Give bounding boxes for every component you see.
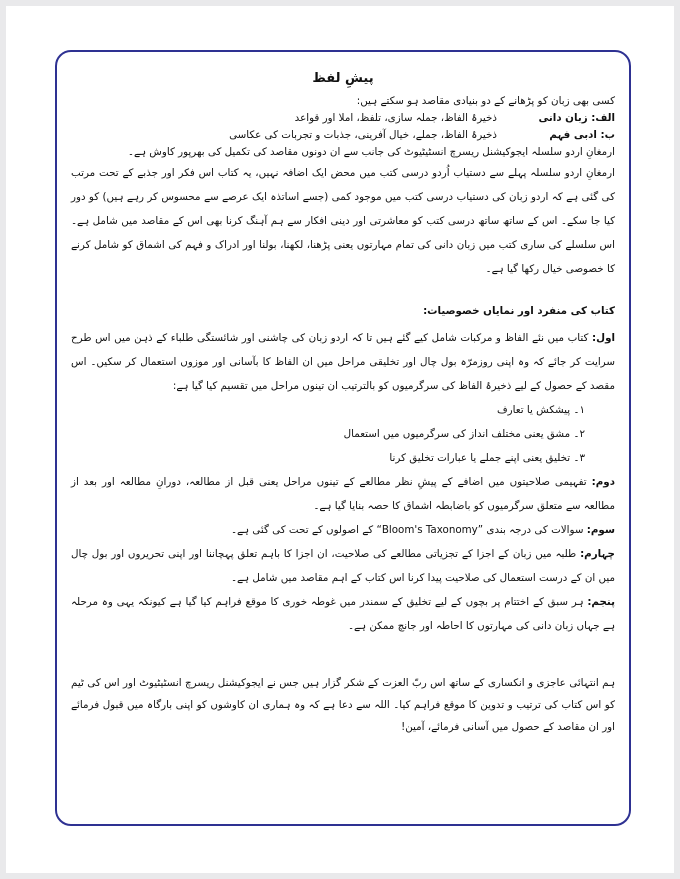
- feature-label: پنجم:: [587, 596, 615, 608]
- stage-text: مشق یعنی مختلف انداز کی سرگرمیوں میں استعمال: [343, 428, 571, 440]
- stage-text: پیشکش یا تعارف: [497, 404, 571, 416]
- stage-text: تخلیق یعنی اپنے جملے یا عبارات تخلیق کرنا: [389, 452, 571, 464]
- objective-alif: [71, 110, 615, 127]
- stage-number: ۳۔: [573, 452, 585, 464]
- objective-text: ذخیرۂ الفاظ، جملہ سازی، تلفظ، املا اور قواعد: [294, 112, 497, 124]
- feature-panjum: [71, 590, 615, 638]
- feature-label: اول:: [592, 332, 615, 344]
- feature-text: طلبہ میں زبان کے اجزا کے تجزیاتی مطالعے کی صلاحیت، ان اجزا کا باہم تعلق پہچاننا اور اپنی تحریروں اور بول چال میں ان کے درست استعمال کی صلاحیت پیدا کرنا اس کتاب کے اہم مقاصد میں شامل ہے۔: [71, 548, 615, 584]
- page-title: پیشِ لفظ: [312, 71, 374, 86]
- objective-label: ب: ادبی فہم: [549, 129, 615, 141]
- page: [6, 6, 674, 873]
- intro-text: کسی بھی زبان کو پڑھانے کے دو بنیادی مقاصد ہو سکتے ہیں:: [356, 95, 615, 107]
- features-heading: کتاب کی منفرد اور نمایاں خصوصیات:: [423, 305, 615, 317]
- feature-text: کتاب میں نئے الفاظ و مرکبات شامل کیے گئے ہیں تا کہ اردو زبان کی چاشنی اور شائستگی طلباء کے ذہن میں اس طرح سرایت کر جائے کہ وہ اپنی روزمرّہ بول چال اور تخلیقی مراحل میں ان الفاظ کا بآسانی اور موزوں استعمال کر سکیں۔ اس مقصد کے حصول کے لیے ذخیرۂ الفاظ کی سرگرمیوں کو بالترتیب ان تینوں مراحل میں تقسیم کیا گیا ہے:: [71, 332, 615, 392]
- feature-label: چہارم:: [580, 548, 615, 560]
- feature-doum: [71, 470, 615, 518]
- stage-item: [71, 446, 615, 470]
- feature-label: سوم:: [586, 524, 615, 536]
- closing-paragraph: ہم انتہائی عاجزی و انکساری کے ساتھ اس ربّ العزت کے شکر گزار ہیں جس نے ایجوکیشنل ریسرچ انسٹیٹیوٹ اور اس کی ٹیم کو اس کتاب کی ترتیب و تدوین کا موقع فراہم کیا۔ اللہ سے دعا ہے کہ وہ ہماری ان کاوشوں کو اپنی بارگاہ میں قبول فرمائے اور ان مقاصد کے حصول میں آسانی فرمائے، آمین!: [71, 677, 615, 733]
- stage-item: [71, 422, 615, 446]
- objective-bay: [71, 127, 615, 144]
- stage-item: [71, 398, 615, 422]
- feature-text: تفہیمی صلاحیتوں میں اضافے کے پیشِ نظر مطالعے کے تینوں مراحل یعنی قبل از مطالعہ، دورانِ مطالعہ اور بعد از مطالعہ سے متعلق سرگرمیوں کو باضابطہ اشماق کا حصہ بنایا گیا ہے۔: [71, 476, 615, 512]
- feature-text: ہر سبق کے اختتام پر بچوں کے لیے تخلیق کے سمندر میں غوطہ خوری کا موقع فراہم کیا گیا ہے کیونکہ یہی وہ مرحلہ ہے جہاں زبان دانی کی مہارتوں کا احاطہ اور جانچ ممکن ہے۔: [71, 596, 615, 632]
- blooms-taxonomy-term: “Bloom's Taxonomy”: [376, 524, 484, 536]
- stage-number: ۲۔: [573, 428, 585, 440]
- objective-label: الف: زبان دانی: [538, 112, 615, 124]
- feature-label: دوم:: [591, 476, 615, 488]
- feature-soum: [71, 518, 615, 542]
- content-frame: [55, 50, 631, 826]
- feature-awwal: [71, 326, 615, 398]
- paragraph-1: ارمغانِ اردو سلسلہ ایجوکیشنل ریسرچ انسٹیٹیوٹ کی جانب سے ان دونوں مقاصد کی تکمیل کی بھرپور کاوش ہے۔: [127, 146, 615, 158]
- feature-chaharum: [71, 542, 615, 590]
- paragraph-2: ارمغانِ اردو سلسلہ پہلے سے دستیاب اُردو درسی کتب میں محض ایک اضافہ نہیں، یہ کتاب اس فکر اور جذبے کے تحت مرتب کی گئی ہے کہ اردو زبان کی دستیاب درسی کتب میں موجود کمی (جسے اساتذہ ایک عرصے سے محسوس کر رہے ہیں) کو دور کیا جا سکے۔ اس کے ساتھ ساتھ درسی کتب کو معاشرتی اور دینی افکار سے ہم آہنگ کرنا بھی اس کے مقاصد میں شامل ہے۔ اس سلسلے کی ساری کتب میں زبان دانی کی تمام مہارتوں یعنی پڑھنا، لکھنا، بولنا اور ادراک و فہم کی اشماق کو شامل کرنے کا خصوصی خیال رکھا گیا ہے۔: [71, 167, 615, 275]
- objective-text: ذخیرۂ الفاظ، جملے، خیال آفرینی، جذبات و تجربات کی عکاسی: [229, 129, 497, 141]
- feature-text: کے اصولوں کے تحت کی گئی ہے۔: [230, 524, 374, 536]
- stage-number: ۱۔: [573, 404, 585, 416]
- feature-text: سوالات کی درجہ بندی: [486, 524, 584, 536]
